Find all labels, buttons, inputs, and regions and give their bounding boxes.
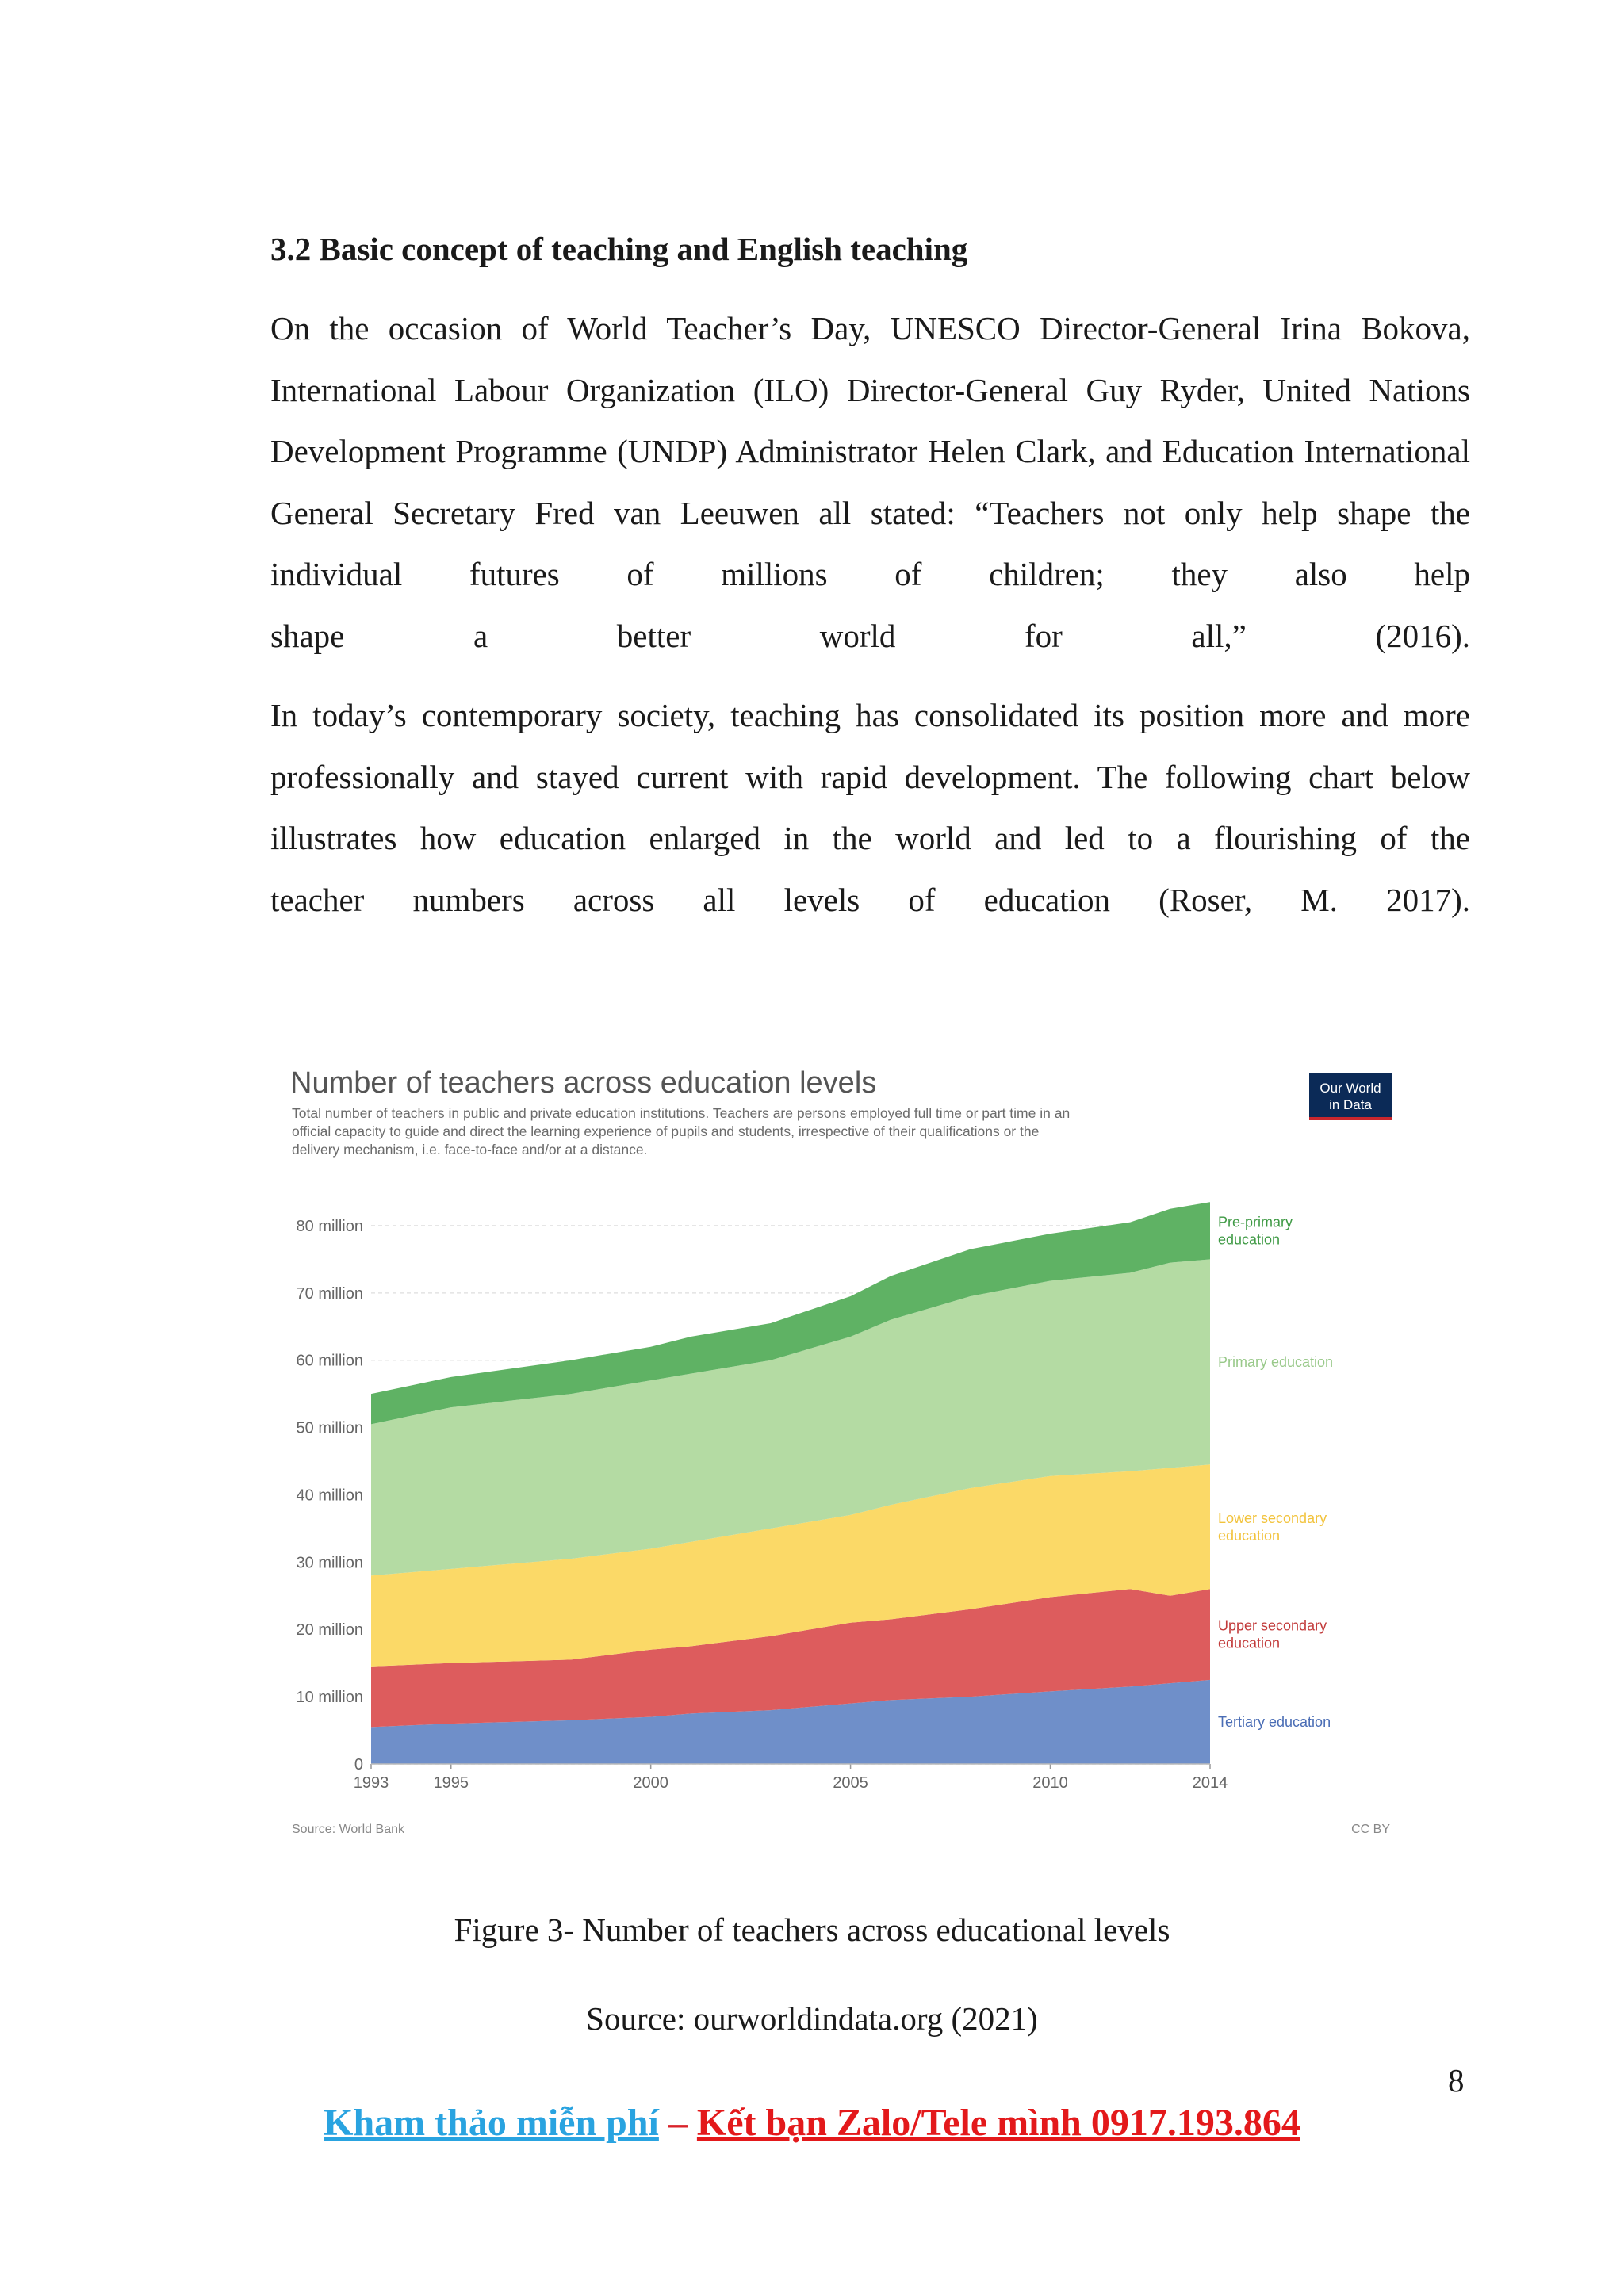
paragraph-body: In today’s contemporary society, teaching has consolidated its position more and more professionally and stayed current with rapid development. The following chart below illustrates how education enlarged in the world and led to a flourishing of the <box>270 697 1470 856</box>
legend-label-pre-primary-education: education <box>1218 1231 1281 1248</box>
footer-separator: – <box>658 2102 697 2144</box>
y-tick-label: 50 million <box>296 1419 363 1437</box>
chart-title: Number of teachers across education levels <box>290 1066 877 1100</box>
figure-caption: Figure 3- Number of teachers across educational levels <box>454 1911 1170 1948</box>
paragraph-body: On the occasion of World Teacher’s Day, UNESCO Director-General Irina Bokova, International Labour Organization (ILO) Director-General Guy Ryder, United Nations Development Programme (UNDP) Administrator Helen Clark, and Education International General Secretary Fred van Leeuwen all stated: “Teachers not only help shape the individual futures of millions of children; they also help <box>270 310 1470 592</box>
chart-subtitle-line: Total number of teachers in public and private education institutions. Teachers are persons employed full time or part time in an <box>292 1105 1071 1121</box>
y-tick-label: 30 million <box>296 1554 363 1572</box>
owid-logo <box>1309 1073 1392 1120</box>
free-reference-link[interactable]: Kham thảo miễn phí <box>324 2102 659 2144</box>
owid-logo-text: Our World <box>1320 1081 1381 1096</box>
legend-label-lower-secondary-education: Lower secondary <box>1218 1510 1327 1526</box>
y-tick-label: 60 million <box>296 1352 363 1370</box>
legend-label-lower-secondary-education: education <box>1218 1527 1281 1544</box>
chart-license: CC BY <box>1351 1823 1390 1836</box>
chart-subtitle-line: official capacity to guide and direct the learning experience of pupils and students, irrespective of their qualifications or the <box>292 1123 1040 1139</box>
y-tick-label: 70 million <box>296 1284 363 1303</box>
legend-label-pre-primary-education: Pre-primary <box>1218 1214 1293 1230</box>
paragraph-last-line: teacher numbers across all levels of education (Roser, M. 2017). <box>270 881 1470 918</box>
x-tick-label: 1993 <box>353 1774 389 1792</box>
x-tick-label: 2000 <box>633 1774 668 1792</box>
contact-link[interactable]: Kết bạn Zalo/Tele mình 0917.193.864 <box>696 2102 1300 2144</box>
figure-source: Source: ourworldindata.org (2021) <box>586 2000 1038 2037</box>
section-heading: 3.2 Basic concept of teaching and English teaching <box>270 231 968 267</box>
legend-label-tertiary-education: Tertiary education <box>1218 1713 1331 1730</box>
paragraph-teaching-society <box>270 685 1470 931</box>
page-number: 8 <box>1448 2062 1465 2099</box>
paragraph-unesco-quote <box>270 298 1470 667</box>
promo-footer <box>0 2101 1624 2145</box>
paragraph-last-line: shape a better world for all,” (2016). <box>270 617 1470 654</box>
owid-logo-underline <box>1309 1117 1392 1120</box>
x-tick-label: 1995 <box>433 1774 469 1792</box>
owid-logo-text: in Data <box>1329 1097 1372 1112</box>
y-tick-label: 10 million <box>296 1689 363 1707</box>
chart-subtitle-line: delivery mechanism, i.e. face-to-face and/or at a distance. <box>292 1142 648 1158</box>
teachers-area-chart <box>276 1054 1402 1847</box>
legend-label-upper-secondary-education: education <box>1218 1635 1281 1651</box>
x-tick-label: 2010 <box>1032 1774 1068 1792</box>
chart-source: Source: World Bank <box>292 1823 404 1836</box>
legend-label-primary-education: Primary education <box>1218 1353 1334 1370</box>
y-tick-label: 20 million <box>296 1621 363 1640</box>
x-tick-label: 2005 <box>833 1774 868 1792</box>
y-tick-label: 0 <box>354 1756 363 1774</box>
y-tick-label: 80 million <box>296 1217 363 1235</box>
y-tick-label: 40 million <box>296 1487 363 1505</box>
x-tick-label: 2014 <box>1192 1774 1228 1792</box>
legend-label-upper-secondary-education: Upper secondary <box>1218 1617 1327 1634</box>
